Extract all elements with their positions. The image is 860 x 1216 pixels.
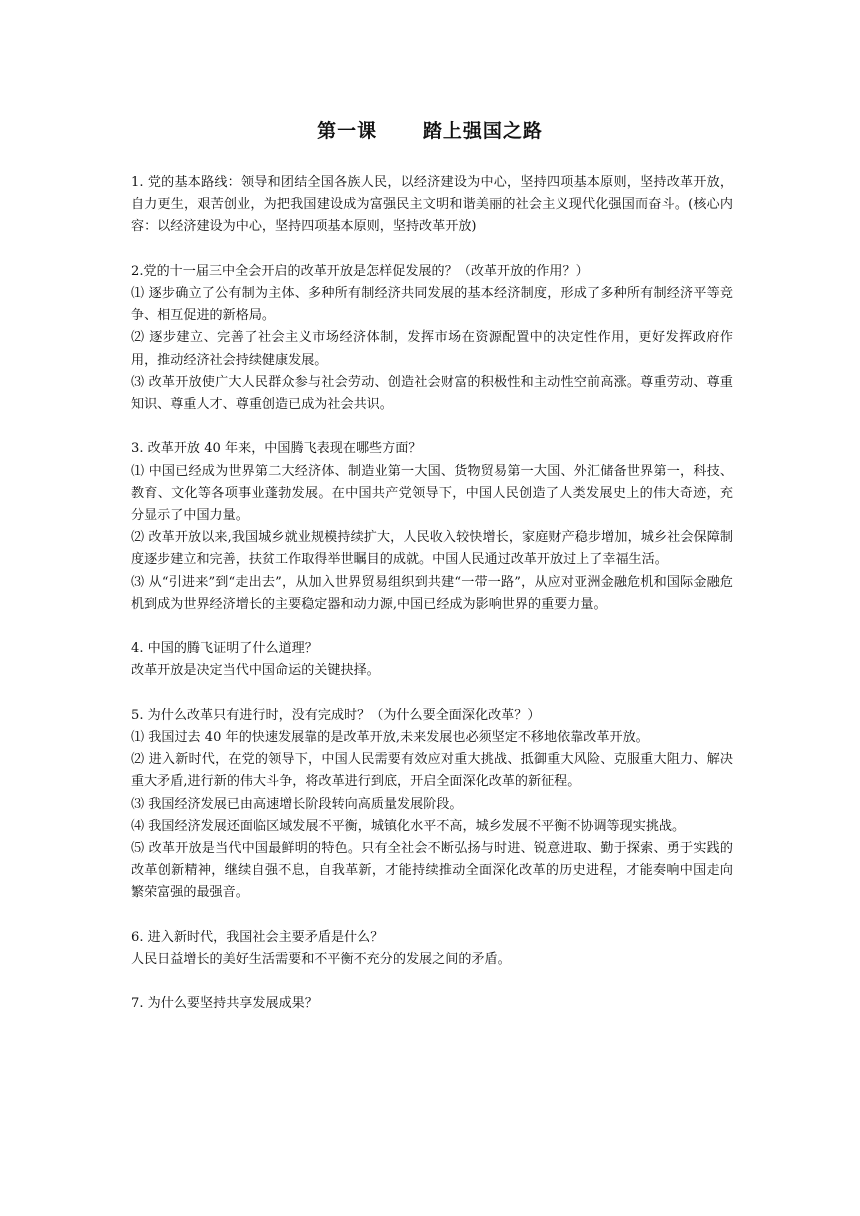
document-body	[131, 172, 733, 1038]
answer-item: 人民日益增长的美好生活需要和不平衡不充分的发展之间的矛盾。	[131, 952, 511, 968]
section-question: 4. 中国的腾飞证明了什么道理？	[131, 641, 318, 657]
section-question: 2.党的十一届三中全会开启的改革开放是怎样促发展的？（改革开放的作用？）	[131, 263, 589, 279]
answer-item: ⑶ 从“引进来”到“走出去”，从加入世界贸易组织到共建“一带一路”，从应对亚洲金融危机和国际金融危机到成为世界经济增长的主要稳定器和动力源,中国已经成为影响世界的重要力量。	[131, 574, 733, 612]
section-4	[131, 638, 733, 682]
answer-item: ⑶ 改革开放使广大人民群众参与社会劳动、创造社会财富的积极性和主动性空前高涨。尊重劳动、尊重知识、尊重人才、尊重创造已成为社会共识。	[131, 374, 733, 413]
answer-item: 改革开放是决定当代中国命运的关键抉择。	[131, 663, 380, 679]
section-3	[131, 438, 733, 616]
section-1	[131, 172, 733, 239]
section-question: 7. 为什么要坚持共享发展成果？	[131, 996, 318, 1012]
answer-item: ⑴ 中国已经成为世界第二大经济体、制造业第一大国、货物贸易第一大国、外汇储备世界第一，科技、教育、文化等各项事业蓬勃发展。在中国共产党领导下，中国人民创造了人类发展史上的伟大奇迹，充分显示了中国力量。	[131, 463, 733, 524]
section-2	[131, 261, 733, 416]
answer-item: ⑷ 我国经济发展还面临区域发展不平衡，城镇化水平不高，城乡发展不平衡不协调等现实挑战。	[131, 818, 686, 834]
answer-item: ⑸ 改革开放是当代中国最鲜明的特色。只有全社会不断弘扬与时进、锐意进取、勤于探索、勇于实践的改革创新精神，继续自强不息，自我革新，才能持续推动全面深化改革的历史进程，才能奏响中国走向繁荣富强的最强音。	[131, 841, 733, 901]
section-question: 3. 改革开放 40 年来，中国腾飞表现在哪些方面？	[131, 441, 422, 457]
answer-item: ⑵ 逐步建立、完善了社会主义市场经济体制，发挥市场在资源配置中的决定性作用，更好发挥政府作用，推动经济社会持续健康发展。	[131, 330, 733, 368]
section-6	[131, 927, 733, 971]
section-question: 6. 进入新时代，我国社会主要矛盾是什么？	[131, 929, 384, 945]
section-7	[131, 993, 733, 1015]
answer-item: ⑶ 我国经济发展已由高速增长阶段转向高质量发展阶段。	[131, 796, 463, 812]
section-5	[131, 705, 733, 905]
answer-item: ⑴ 逐步确立了公有制为主体、多种所有制经济共同发展的基本经济制度，形成了多种所有制经济平等竞争、相互促进的新格局。	[131, 286, 733, 324]
answer-item: ⑵ 进入新时代，在党的领导下，中国人民需要有效应对重大挑战、抵御重大风险、克服重大阻力、解决重大矛盾,进行新的伟大斗争，将改革进行到底，开启全面深化改革的新征程。	[131, 752, 733, 790]
section-question: 1. 党的基本路线：领导和团结全国各族人民，以经济建设为中心，坚持四项基本原则，坚持改革开放，自力更生，艰苦创业，为把我国建设成为富强民主文明和谐美丽的社会主义现代化强国而奋斗。(核心内容：以经济建设为中心，坚持四项基本原则，坚持改革开放)	[131, 175, 733, 235]
answer-item: ⑵ 改革开放以来,我国城乡就业规模持续扩大，人民收入较快增长，家庭财产稳步增加，城乡社会保障制度逐步建立和完善，扶贫工作取得举世瞩目的成就。中国人民通过改革开放过上了幸福生活。	[131, 530, 733, 568]
page-title: 第一课 踏上强国之路	[317, 120, 543, 142]
section-question: 5. 为什么改革只有进行时，没有完成时？（为什么要全面深化改革？）	[131, 707, 541, 723]
answer-item: ⑴ 我国过去 40 年的快速发展靠的是改革开放,未来发展也必须坚定不移地依靠改革开放。	[131, 730, 649, 746]
